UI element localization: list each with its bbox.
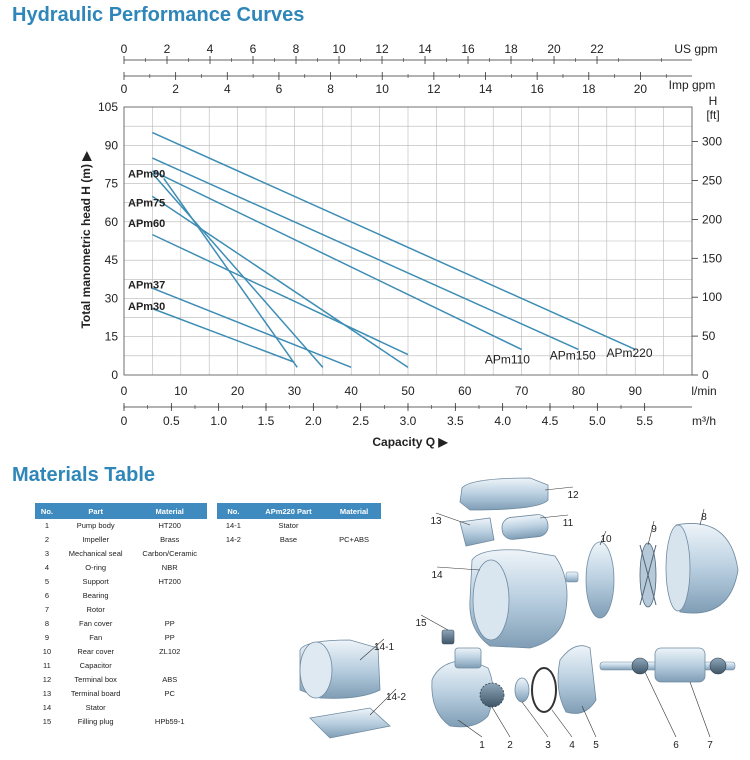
impgpm-tick-label: 16 — [530, 82, 544, 96]
curve-apm90-steep — [164, 178, 297, 367]
usgpm-tick-label: 8 — [292, 42, 300, 56]
ft-axis-unit: [ft] — [706, 108, 720, 122]
table-row — [35, 547, 207, 561]
m3h-tick-label: 2.0 — [304, 414, 322, 428]
series-label: APm60 — [128, 218, 166, 231]
callout-label: 8 — [701, 512, 707, 523]
rear-cover-part — [586, 542, 614, 618]
materials-table — [35, 503, 207, 729]
table-row — [35, 561, 207, 575]
exploded-pump-diagram — [290, 468, 745, 758]
y-tick-label: 45 — [104, 253, 118, 268]
y-tick-label: 105 — [97, 100, 118, 114]
impgpm-tick-label: 2 — [172, 82, 179, 96]
table-cell: ABS — [132, 673, 207, 687]
m3h-tick-label: 0.5 — [162, 414, 180, 428]
o-ring-part — [532, 668, 556, 712]
table-row — [35, 659, 207, 673]
ft-tick-label: 50 — [702, 329, 716, 344]
m3h-tick-label: 4.0 — [494, 414, 512, 428]
m3h-tick-label: 4.5 — [541, 414, 559, 428]
table-cell — [132, 659, 207, 673]
table-cell: Fan cover — [59, 617, 133, 631]
callout-label: 4 — [569, 740, 575, 751]
x-tick-label: 80 — [571, 384, 586, 398]
table-row — [35, 701, 207, 715]
table-cell: PP — [132, 631, 207, 645]
m3h-tick-label: 1.0 — [210, 414, 228, 428]
m3h-tick-label: 5.5 — [636, 414, 654, 428]
table-row — [35, 533, 207, 547]
series-label: APm75 — [128, 197, 166, 210]
table-cell: Rotor — [59, 603, 133, 617]
table-cell: PC — [132, 687, 207, 701]
table-cell: Filling plug — [59, 715, 133, 729]
usgpm-tick-label: 16 — [461, 42, 475, 56]
m3h-tick-label: 5.0 — [588, 414, 606, 428]
table-cell: 11 — [35, 659, 59, 673]
table-cell: 3 — [35, 547, 59, 561]
series-label: APm90 — [128, 168, 166, 181]
x-tick-label: 30 — [287, 384, 302, 398]
callout-label: 15 — [415, 618, 427, 629]
x-tick-label: 50 — [401, 384, 415, 398]
m3h-tick-label: 2.5 — [352, 414, 370, 428]
callout-label: 5 — [593, 740, 599, 751]
table-row — [35, 617, 207, 631]
table-cell: 12 — [35, 673, 59, 687]
impeller-part — [480, 683, 504, 707]
filling-plug-part — [442, 630, 454, 644]
x-tick-label: 90 — [628, 384, 642, 398]
table-cell: Rear cover — [59, 645, 133, 659]
callout-label: 13 — [430, 516, 442, 527]
table-row — [35, 715, 207, 729]
table-cell: Terminal box — [59, 673, 133, 687]
table-row — [35, 589, 207, 603]
table-cell: Terminal board — [59, 687, 133, 701]
ft-tick-label: 150 — [702, 251, 723, 266]
usgpm-tick-label: 6 — [249, 42, 257, 56]
series-label: APm220 — [606, 346, 653, 361]
m3h-tick-label: 3.0 — [399, 414, 417, 428]
table-cell: 14-1 — [217, 519, 250, 533]
table-cell: 10 — [35, 645, 59, 659]
ft-tick-label: 300 — [702, 134, 723, 149]
table-row — [35, 575, 207, 589]
table-cell: Brass — [132, 533, 207, 547]
y-tick-label: 0 — [111, 368, 118, 382]
impgpm-tick-label: 14 — [478, 82, 493, 96]
series-label: APm30 — [128, 301, 166, 314]
callout-label: 14-2 — [385, 692, 407, 703]
table-cell: 2 — [35, 533, 59, 547]
table-row — [35, 687, 207, 701]
table-cell: 14-2 — [217, 533, 250, 547]
table-cell: Impeller — [59, 533, 133, 547]
y-tick-label: 75 — [104, 176, 118, 191]
table-cell: HPb59-1 — [132, 715, 207, 729]
callout-label: 3 — [545, 740, 551, 751]
support-part — [558, 646, 596, 714]
x-tick-label: 70 — [514, 384, 529, 398]
table-cell: Capacitor — [59, 659, 133, 673]
usgpm-tick-label: 0 — [120, 42, 128, 56]
table-cell: 1 — [35, 519, 59, 533]
series-label: APm110 — [484, 352, 530, 367]
callout-label: 2 — [507, 740, 513, 751]
usgpm-tick-label: 20 — [547, 42, 561, 56]
x-tick-label: 10 — [174, 384, 188, 398]
table-cell: 8 — [35, 617, 59, 631]
table-cell: Support — [59, 575, 133, 589]
usgpm-tick-label: 10 — [332, 42, 346, 56]
table-header-cell: Part — [59, 503, 133, 519]
rotor-part — [600, 648, 735, 682]
impgpm-tick-label: 20 — [633, 82, 648, 96]
series-label: APm150 — [549, 348, 596, 363]
callout-line — [690, 682, 710, 737]
table-header-cell: APm220 Part — [250, 503, 327, 519]
callout-label: 1 — [479, 740, 485, 751]
table-cell: Stator — [59, 701, 133, 715]
table-header-cell: Material — [132, 503, 207, 519]
m3h-tick-label: 3.5 — [446, 414, 464, 428]
table-header-cell: Material — [327, 503, 381, 519]
x-tick-label: 20 — [230, 384, 245, 398]
table-cell: O-ring — [59, 561, 133, 575]
table-cell — [132, 603, 207, 617]
impgpm-tick-label: 10 — [375, 82, 389, 96]
table-cell: 9 — [35, 631, 59, 645]
chart-heading: Hydraulic Performance Curves — [12, 4, 305, 26]
base-part — [310, 708, 390, 738]
ft-tick-label: 100 — [702, 290, 723, 305]
materials-heading: Materials Table — [12, 464, 156, 486]
callout-label: 10 — [600, 534, 612, 545]
ft-tick-label: 200 — [702, 212, 723, 227]
table-cell — [132, 589, 207, 603]
x-unit: l/min — [691, 384, 717, 398]
table-cell: Bearing — [59, 589, 133, 603]
callout-label: 12 — [567, 490, 579, 501]
ft-tick-label: 0 — [702, 368, 709, 382]
callout-line — [492, 707, 510, 737]
callout-label: 9 — [651, 524, 657, 535]
x-tick-label: 60 — [458, 384, 472, 398]
terminal-box-part — [460, 478, 548, 510]
table-header-cell: No. — [35, 503, 59, 519]
table-cell: 13 — [35, 687, 59, 701]
y-tick-label: 60 — [104, 214, 118, 229]
y-tick-label: 90 — [104, 138, 118, 153]
impgpm-tick-label: 6 — [275, 82, 283, 96]
curve-apm37 — [152, 288, 351, 367]
table-cell: PC+ABS — [327, 533, 381, 547]
table-cell: Fan — [59, 631, 133, 645]
table-row — [35, 603, 207, 617]
table-cell: Base — [250, 533, 327, 547]
table-cell: ZL102 — [132, 645, 207, 659]
table-cell: 6 — [35, 589, 59, 603]
table-cell: 5 — [35, 575, 59, 589]
usgpm-tick-label: 2 — [163, 42, 171, 56]
impgpm-unit: Imp gpm — [668, 78, 716, 92]
table-header-cell: No. — [217, 503, 250, 519]
ft-axis-unit: H — [708, 94, 718, 108]
impgpm-tick-label: 12 — [427, 82, 441, 96]
series-label: APm37 — [128, 279, 166, 292]
callout-label: 14-1 — [373, 642, 395, 653]
table-cell: Carbon/Ceramic — [132, 547, 207, 561]
callout-label: 11 — [562, 518, 574, 529]
callout-line — [552, 710, 572, 737]
usgpm-tick-label: 22 — [590, 42, 604, 56]
m3h-tick-label: 1.5 — [257, 414, 275, 428]
table-cell: 4 — [35, 561, 59, 575]
usgpm-tick-label: 14 — [418, 42, 432, 56]
impgpm-tick-label: 4 — [223, 82, 231, 96]
table-row — [35, 519, 207, 533]
table-row — [35, 631, 207, 645]
table-cell: HT200 — [132, 575, 207, 589]
usgpm-tick-label: 4 — [206, 42, 214, 56]
callout-label: 7 — [707, 740, 713, 751]
y-axis-title: Total manometric head H (m) ▶ — [79, 151, 93, 329]
table-cell — [132, 701, 207, 715]
impgpm-tick-label: 18 — [582, 82, 596, 96]
table-row — [35, 673, 207, 687]
callout-label: 6 — [673, 740, 679, 751]
table-cell: 7 — [35, 603, 59, 617]
table-cell: NBR — [132, 561, 207, 575]
y-tick-label: 30 — [104, 291, 118, 306]
fan-part — [640, 543, 656, 607]
table-cell: 15 — [35, 715, 59, 729]
y-tick-label: 15 — [104, 329, 118, 344]
m3h-tick-label: 0 — [120, 414, 128, 428]
ft-tick-label: 250 — [702, 173, 723, 188]
usgpm-unit: US gpm — [674, 42, 718, 56]
table-cell: 14 — [35, 701, 59, 715]
table-row — [35, 645, 207, 659]
table-cell: Mechanical seal — [59, 547, 133, 561]
table-cell: HT200 — [132, 519, 207, 533]
x-tick-label: 0 — [120, 384, 128, 398]
x-tick-label: 40 — [344, 384, 358, 398]
table-cell: Pump body — [59, 519, 133, 533]
x-axis-title: Capacity Q ▶ — [372, 435, 448, 449]
impgpm-tick-label: 8 — [327, 82, 334, 96]
usgpm-tick-label: 12 — [375, 42, 389, 56]
table-cell: Stator — [250, 519, 327, 533]
callout-label: 14 — [431, 570, 443, 581]
m3h-unit: m³/h — [692, 414, 716, 428]
usgpm-tick-label: 18 — [504, 42, 518, 56]
impgpm-tick-label: 0 — [120, 82, 128, 96]
callout-line — [522, 702, 548, 737]
table-cell: PP — [132, 617, 207, 631]
terminal-board-part — [460, 518, 494, 546]
mechanical-seal-part — [515, 678, 529, 702]
callout-line — [582, 706, 596, 737]
